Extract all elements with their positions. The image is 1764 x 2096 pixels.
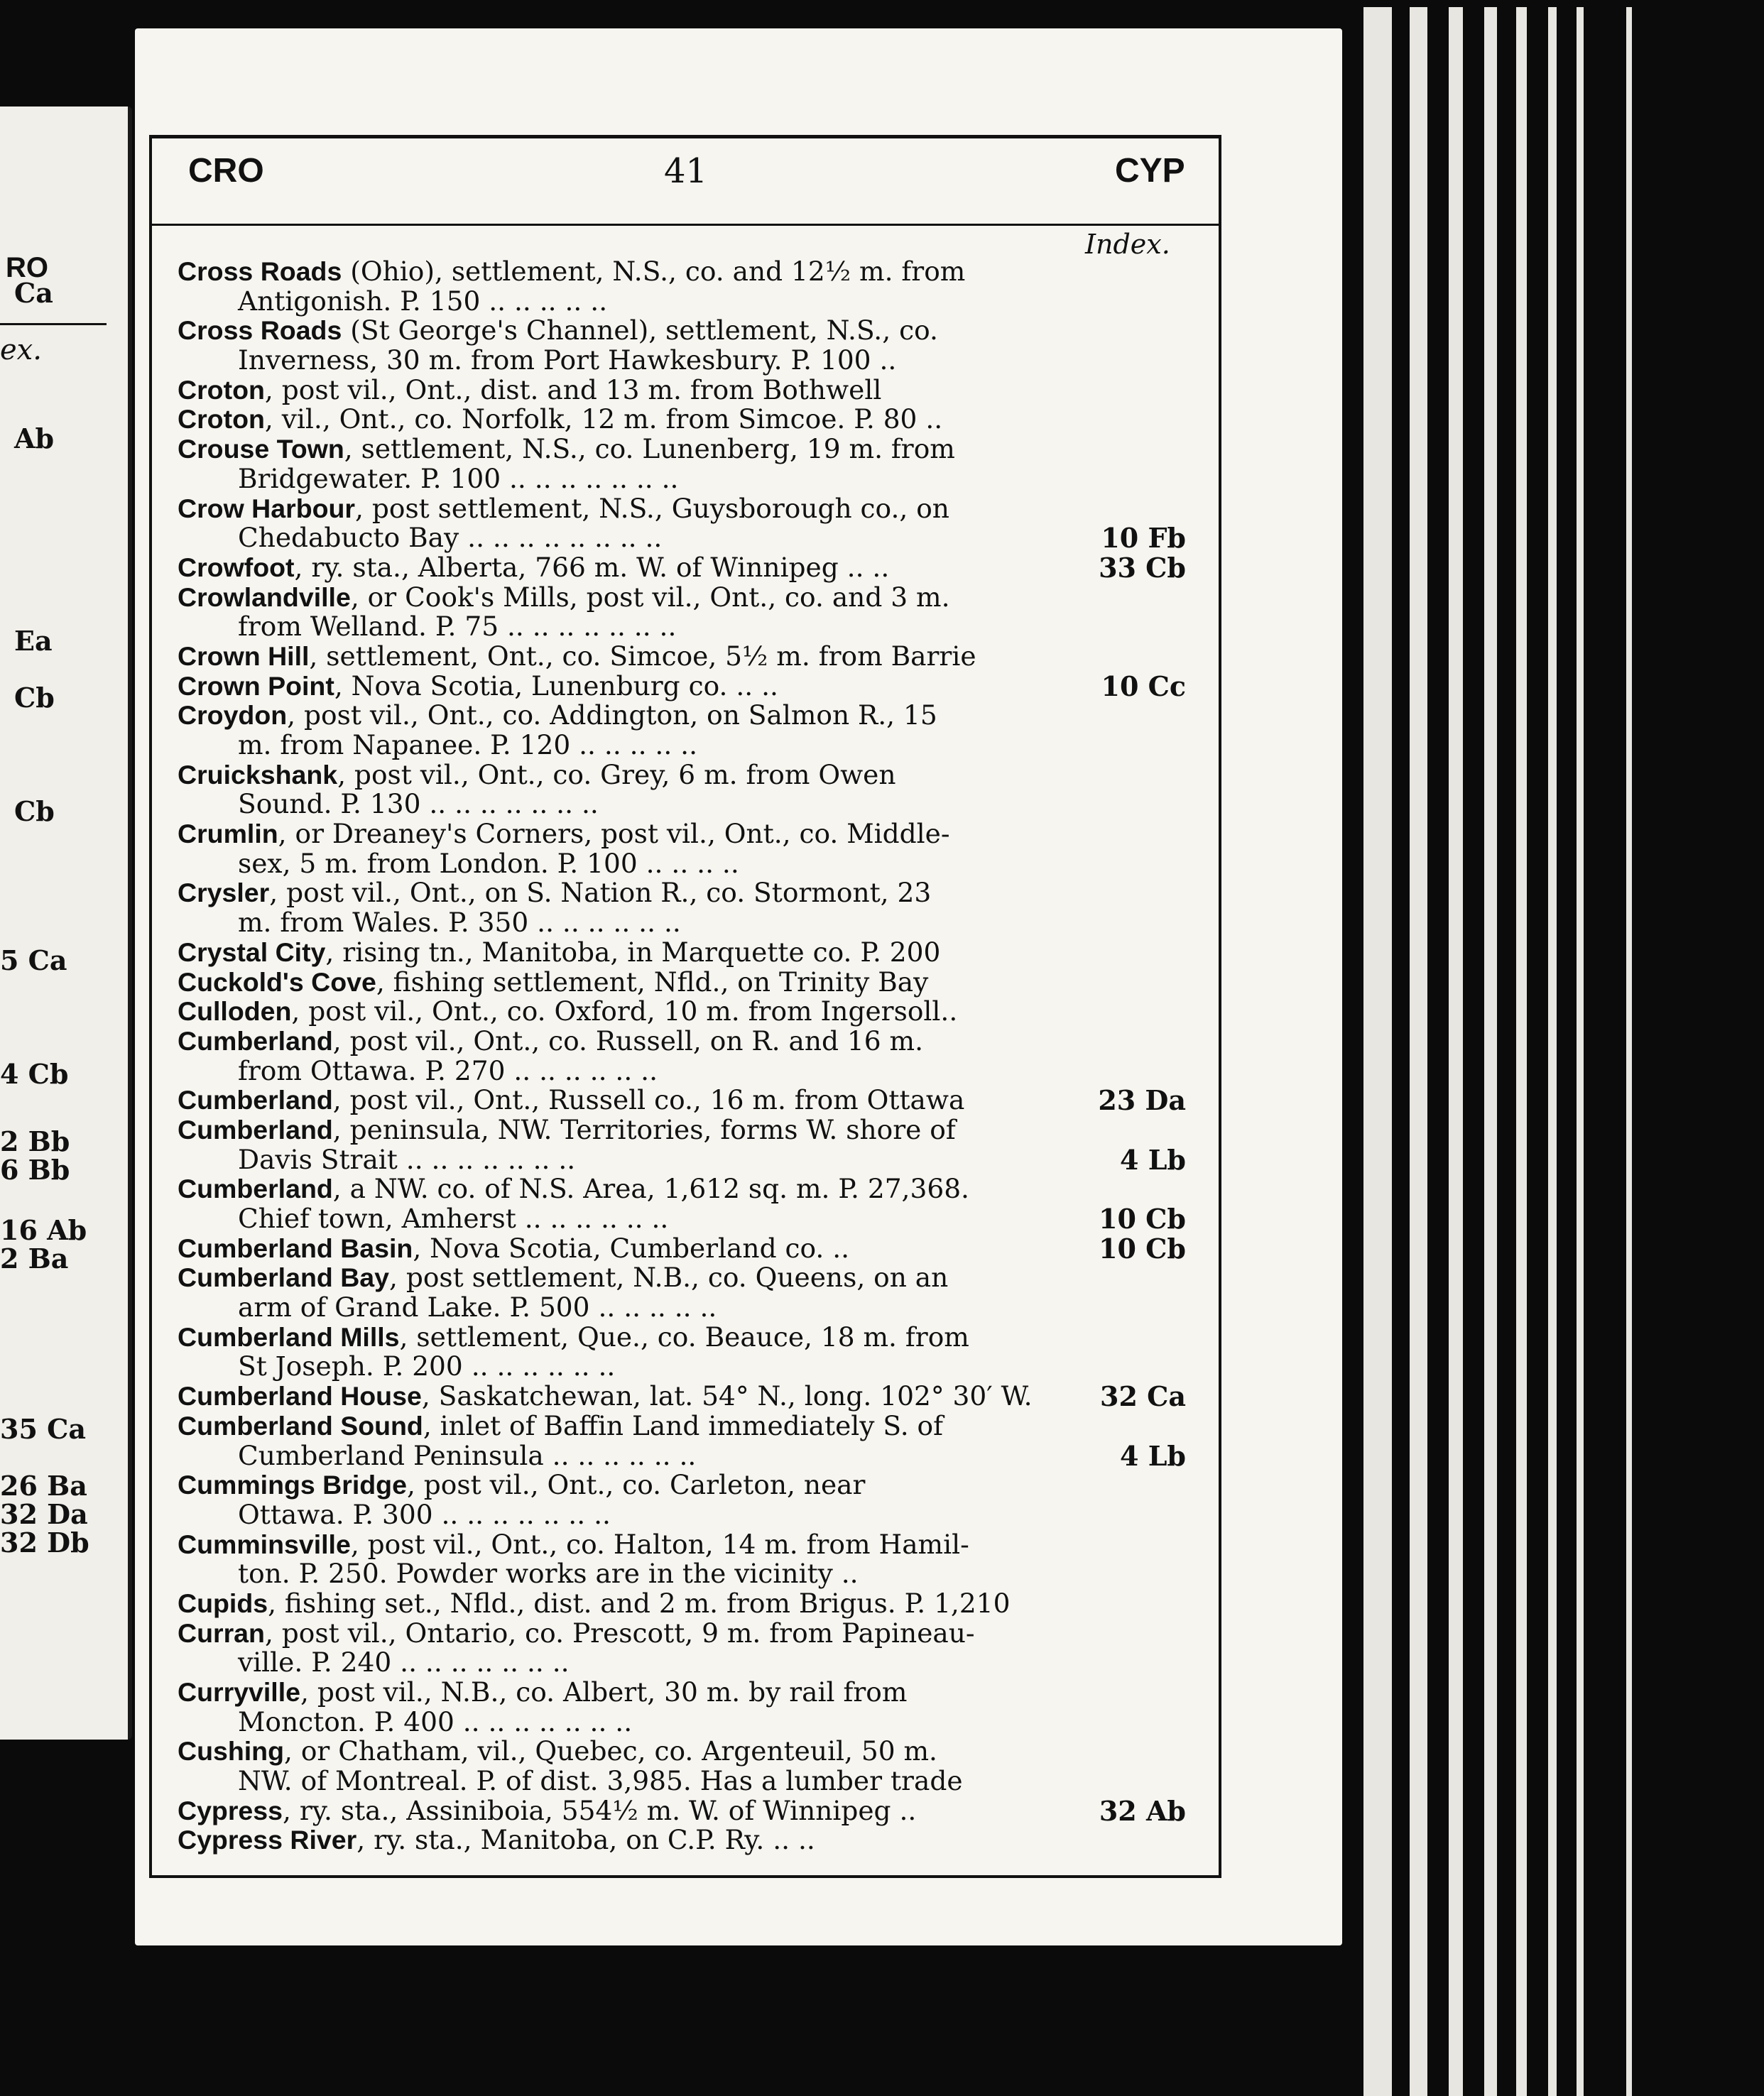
entry-description: , Nova Scotia, Cumberland co. .. — [413, 1232, 850, 1264]
entry-line — [178, 1293, 1186, 1323]
entry-line — [178, 1648, 1186, 1678]
entry-line — [178, 583, 1186, 613]
previous-page-ref: 26 Ba — [0, 1470, 87, 1502]
entry-description: , or Dreaney's Corners, post vil., Ont., co. Middle- — [278, 818, 950, 850]
entry-line — [178, 1500, 1186, 1530]
entry-line — [178, 1234, 1186, 1264]
entry-description: , post vil., N.B., co. Albert, 30 m. by rail from — [300, 1676, 908, 1708]
entry-description: , post vil., Ont., co. Oxford, 10 m. from Ingersoll.. — [291, 995, 958, 1027]
entry-place-name: Cumberland Basin — [178, 1233, 413, 1263]
entry-line — [178, 1530, 1186, 1560]
entry-description: (St George's Channel), settlement, N.S., co. — [342, 315, 938, 346]
previous-page-rule — [0, 323, 107, 325]
entry-description: , fishing settlement, Nfld., on Trinity Bay — [376, 966, 929, 998]
running-head-left: CRO — [188, 152, 264, 190]
entry-description: ville. P. 240 .. .. .. .. .. .. .. — [238, 1647, 570, 1679]
entry-description: Ottawa. P. 300 .. .. .. .. .. .. .. — [238, 1498, 611, 1530]
entry-place-name: Crowfoot — [178, 552, 295, 582]
entry-line — [178, 287, 1186, 317]
entry-place-name: Curryville — [178, 1677, 300, 1707]
entry-place-name: Cumberland House — [178, 1381, 422, 1412]
entry-line — [178, 819, 1186, 849]
entry-place-name: Cushing — [178, 1736, 284, 1767]
entry-place-name: Croton — [178, 404, 265, 435]
entry-place-name: Crown Point — [178, 670, 334, 701]
entry-map-index: 10 Fb — [1101, 522, 1186, 555]
entry-description: , ry. sta., Alberta, 766 m. W. of Winnipeg .. .. — [294, 551, 890, 583]
entry-description: Davis Strait .. .. .. .. .. .. .. — [238, 1143, 576, 1175]
entry-line — [178, 1204, 1186, 1234]
entry-line — [178, 464, 1186, 494]
previous-page-ref: 2 Ba — [0, 1243, 69, 1274]
entry-line — [178, 435, 1186, 464]
entry-description: , fishing set., Nfld., dist. and 2 m. from Brigus. P. 1,210 — [268, 1587, 1011, 1619]
entry-description: arm of Grand Lake. P. 500 .. .. .. .. .. — [238, 1292, 717, 1323]
entry-line — [178, 1678, 1186, 1708]
entry-map-index: 33 Cb — [1099, 551, 1186, 584]
entry-description: (Ohio), settlement, N.S., co. and 12½ m. from — [342, 256, 966, 287]
entry-description: Cumberland Peninsula .. .. .. .. .. .. — [238, 1439, 697, 1471]
entry-place-name: Curran — [178, 1617, 265, 1648]
entry-line — [178, 1027, 1186, 1057]
entry-line — [178, 1470, 1186, 1500]
previous-page-header: RO — [6, 252, 48, 283]
entry-description: , post vil., Ont., co. Addington, on Salmon R., 15 — [287, 699, 937, 731]
entry-line — [178, 938, 1186, 968]
entry-description: Chief town, Amherst .. .. .. .. .. .. — [238, 1203, 669, 1234]
entry-line — [178, 1825, 1186, 1855]
entry-description: , post settlement, N.S., Guysborough co., on — [355, 492, 949, 524]
entry-map-index: 23 Da — [1098, 1084, 1186, 1117]
entry-place-name: Culloden — [178, 996, 292, 1027]
entry-description: , ry. sta., Manitoba, on C.P. Ry. .. .. — [356, 1824, 815, 1856]
header-rule — [149, 224, 1221, 226]
entry-description: Bridgewater. P. 100 .. .. .. .. .. .. .. — [238, 462, 679, 494]
previous-page-ref: 2 Bb — [0, 1125, 70, 1157]
entry-description: , Saskatchewan, lat. 54° N., long. 102° 30′ W. — [421, 1380, 1033, 1412]
entry-line — [178, 1115, 1186, 1145]
entry-map-index: 10 Cb — [1099, 1232, 1186, 1265]
previous-page-ref: 5 Ca — [0, 944, 67, 976]
entry-place-name: Cumberland Mills — [178, 1321, 400, 1352]
entry-place-name: Cumberland Sound — [178, 1410, 423, 1441]
entry-line — [178, 1796, 1186, 1826]
entry-line — [178, 373, 1186, 405]
index-column-heading: Index. — [1085, 229, 1170, 260]
entry-line — [178, 968, 1186, 998]
entry-description: , settlement, Ont., co. Simcoe, 5½ m. from Barrie — [309, 640, 976, 672]
entry-place-name: Cummings Bridge — [178, 1470, 407, 1500]
entry-description: NW. of Montreal. P. of dist. 3,985. Has a lumber trade — [238, 1765, 963, 1797]
entry-map-index: 32 Ab — [1099, 1794, 1186, 1827]
entry-line — [178, 1589, 1186, 1619]
entry-place-name: Cypress — [178, 1795, 283, 1825]
entry-line — [178, 405, 1186, 435]
entry-line — [178, 1382, 1186, 1412]
entry-line — [178, 1323, 1186, 1353]
entry-description: from Ottawa. P. 270 .. .. .. .. .. .. — [238, 1054, 658, 1086]
previous-page-ref: 32 Da — [0, 1498, 88, 1530]
entry-line — [178, 731, 1186, 760]
entry-place-name: Cuckold's Cove — [178, 966, 376, 997]
entry-place-name: Cross Roads — [178, 315, 342, 346]
entry-description: ton. P. 250. Powder works are in the vicinity .. — [238, 1558, 859, 1590]
entry-description: , peninsula, NW. Territories, forms W. shore of — [332, 1113, 956, 1145]
entry-place-name: Cumberland — [178, 1114, 333, 1145]
entry-line — [178, 642, 1186, 672]
entry-map-index: 10 Cc — [1101, 670, 1186, 702]
previous-page-ref: Cb — [14, 795, 55, 827]
entry-line — [178, 908, 1186, 938]
previous-page-ref: Cb — [14, 682, 55, 714]
entry-description: , or Chatham, vil., Quebec, co. Argenteuil, 50 m. — [283, 1735, 937, 1767]
entry-line — [178, 523, 1186, 553]
entry-description: , settlement, N.S., co. Lunenberg, 19 m. from — [344, 433, 955, 465]
entry-map-index: 4 Lb — [1120, 1143, 1186, 1176]
entry-line — [178, 1086, 1186, 1115]
entry-line — [178, 1409, 1186, 1441]
entry-place-name: Cumberland — [178, 1085, 333, 1115]
previous-page-ref: 16 Ab — [0, 1214, 87, 1246]
entry-place-name: Crouse Town — [178, 434, 344, 464]
entry-place-name: Cumberland Bay — [178, 1262, 389, 1293]
entry-place-name: Cross Roads — [178, 256, 342, 286]
previous-page-index-label: ex. — [0, 334, 42, 366]
entry-description: , post vil., Ontario, co. Prescott, 9 m. from Papineau- — [264, 1617, 975, 1649]
entry-description: , rising tn., Manitoba, in Marquette co. P. 200 — [325, 936, 941, 968]
entry-place-name: Crowlandville — [178, 582, 351, 612]
previous-page-ref: 35 Ca — [0, 1413, 86, 1445]
entry-line — [178, 1441, 1186, 1471]
entry-line — [178, 1174, 1186, 1204]
entry-description: Inverness, 30 m. from Port Hawkesbury. P. 100 .. — [238, 344, 897, 376]
entry-description: Sound. P. 130 .. .. .. .. .. .. .. — [238, 788, 599, 820]
entry-description: , post vil., Ont., co. Grey, 6 m. from Owen — [337, 758, 896, 790]
entry-line — [178, 612, 1186, 642]
entry-line — [178, 1559, 1186, 1589]
entry-place-name: Crystal City — [178, 937, 326, 967]
entry-description: Chedabucto Bay .. .. .. .. .. .. .. .. — [238, 522, 663, 554]
entry-description: , post vil., Ont., Russell co., 16 m. from Ottawa — [332, 1084, 965, 1116]
entry-description: m. from Wales. P. 350 .. .. .. .. .. .. — [238, 907, 681, 939]
entry-description: , post vil., Ont., dist. and 13 m. from Bothwell — [264, 373, 882, 405]
entry-line — [178, 1737, 1186, 1767]
previous-page-ref: Ca — [14, 277, 53, 309]
entry-line — [178, 790, 1186, 819]
gazetteer-entries — [178, 257, 1186, 1855]
entry-place-name: Crown Hill — [178, 640, 310, 671]
entry-line — [178, 1619, 1186, 1649]
previous-page-ref: 6 Bb — [0, 1154, 70, 1186]
entry-description: , or Cook's Mills, post vil., Ont., co. and 3 m. — [350, 581, 950, 613]
page-edges — [1342, 7, 1764, 2096]
entry-description: from Welland. P. 75 .. .. .. .. .. .. .. — [238, 611, 677, 643]
entry-map-index: 4 Lb — [1120, 1439, 1186, 1472]
entry-place-name: Croton — [178, 374, 265, 405]
entry-line — [178, 1767, 1186, 1796]
entry-place-name: Cruickshank — [178, 759, 338, 790]
entry-line — [178, 878, 1186, 908]
entry-place-name: Crow Harbour — [178, 493, 356, 523]
entry-description: St Joseph. P. 200 .. .. .. .. .. .. — [238, 1350, 616, 1382]
entry-description: , post vil., Ont., co. Halton, 14 m. from Hamil- — [350, 1528, 969, 1560]
entry-description: , inlet of Baffin Land immediately S. of — [423, 1409, 944, 1441]
entry-description: , post vil., Ont., on S. Nation R., co. Stormont, 23 — [269, 877, 932, 909]
running-head-right: CYP — [1115, 152, 1185, 190]
entry-place-name: Croydon — [178, 700, 288, 731]
entry-map-index: 10 Cb — [1099, 1203, 1186, 1235]
entry-place-name: Cumberland — [178, 1174, 333, 1204]
entry-description: , vil., Ont., co. Norfolk, 12 m. from Simcoe. P. 80 .. — [264, 403, 943, 435]
entry-description: Moncton. P. 400 .. .. .. .. .. .. .. — [238, 1705, 633, 1737]
entry-description: Antigonish. P. 150 .. .. .. .. .. — [238, 285, 608, 317]
entry-place-name: Cumminsville — [178, 1529, 351, 1559]
entry-map-index: 32 Ca — [1100, 1380, 1186, 1413]
previous-page-ref: 4 Cb — [0, 1058, 69, 1090]
entry-line — [178, 672, 1186, 702]
entry-description: , settlement, Que., co. Beauce, 18 m. from — [399, 1321, 969, 1353]
entry-line — [178, 760, 1186, 790]
entry-line — [178, 997, 1186, 1027]
previous-page-ref: 32 Db — [0, 1527, 89, 1559]
entry-line — [178, 1054, 1186, 1086]
entry-line — [178, 316, 1186, 346]
entry-place-name: Cypress River — [178, 1825, 357, 1855]
entry-line — [178, 494, 1186, 524]
entry-description: , post vil., Ont., co. Russell, on R. and 16 m. — [332, 1025, 924, 1057]
entry-description: , a NW. co. of N.S. Area, 1,612 sq. m. P. 27,368. — [332, 1173, 969, 1205]
entry-line — [178, 1263, 1186, 1293]
entry-line — [178, 346, 1186, 376]
entry-line — [178, 849, 1186, 879]
entry-line — [178, 257, 1186, 287]
entry-description: m. from Napanee. P. 120 .. .. .. .. .. — [238, 729, 698, 760]
entry-description: , post vil., Ont., co. Carleton, near — [406, 1469, 866, 1501]
entry-place-name: Crysler — [178, 878, 270, 908]
entry-line — [178, 1352, 1186, 1382]
entry-description: sex, 5 m. from London. P. 100 .. .. .. .. — [238, 847, 739, 879]
entry-line — [178, 1705, 1186, 1737]
page-number: 41 — [664, 151, 708, 191]
entry-line — [178, 701, 1186, 731]
entry-place-name: Cupids — [178, 1588, 268, 1618]
entry-description: , ry. sta., Assiniboia, 554½ m. W. of Winnipeg .. — [283, 1794, 917, 1826]
entry-line — [178, 553, 1186, 583]
entry-line — [178, 1145, 1186, 1175]
previous-page-ref: Ab — [14, 422, 55, 454]
previous-page-sliver — [0, 107, 132, 1740]
previous-page-ref: Ea — [14, 625, 53, 657]
entry-place-name: Crumlin — [178, 819, 278, 849]
entry-description: , post settlement, N.B., co. Queens, on an — [389, 1262, 949, 1294]
entry-description: , Nova Scotia, Lunenburg co. .. .. — [334, 670, 778, 702]
entry-place-name: Cumberland — [178, 1025, 333, 1056]
